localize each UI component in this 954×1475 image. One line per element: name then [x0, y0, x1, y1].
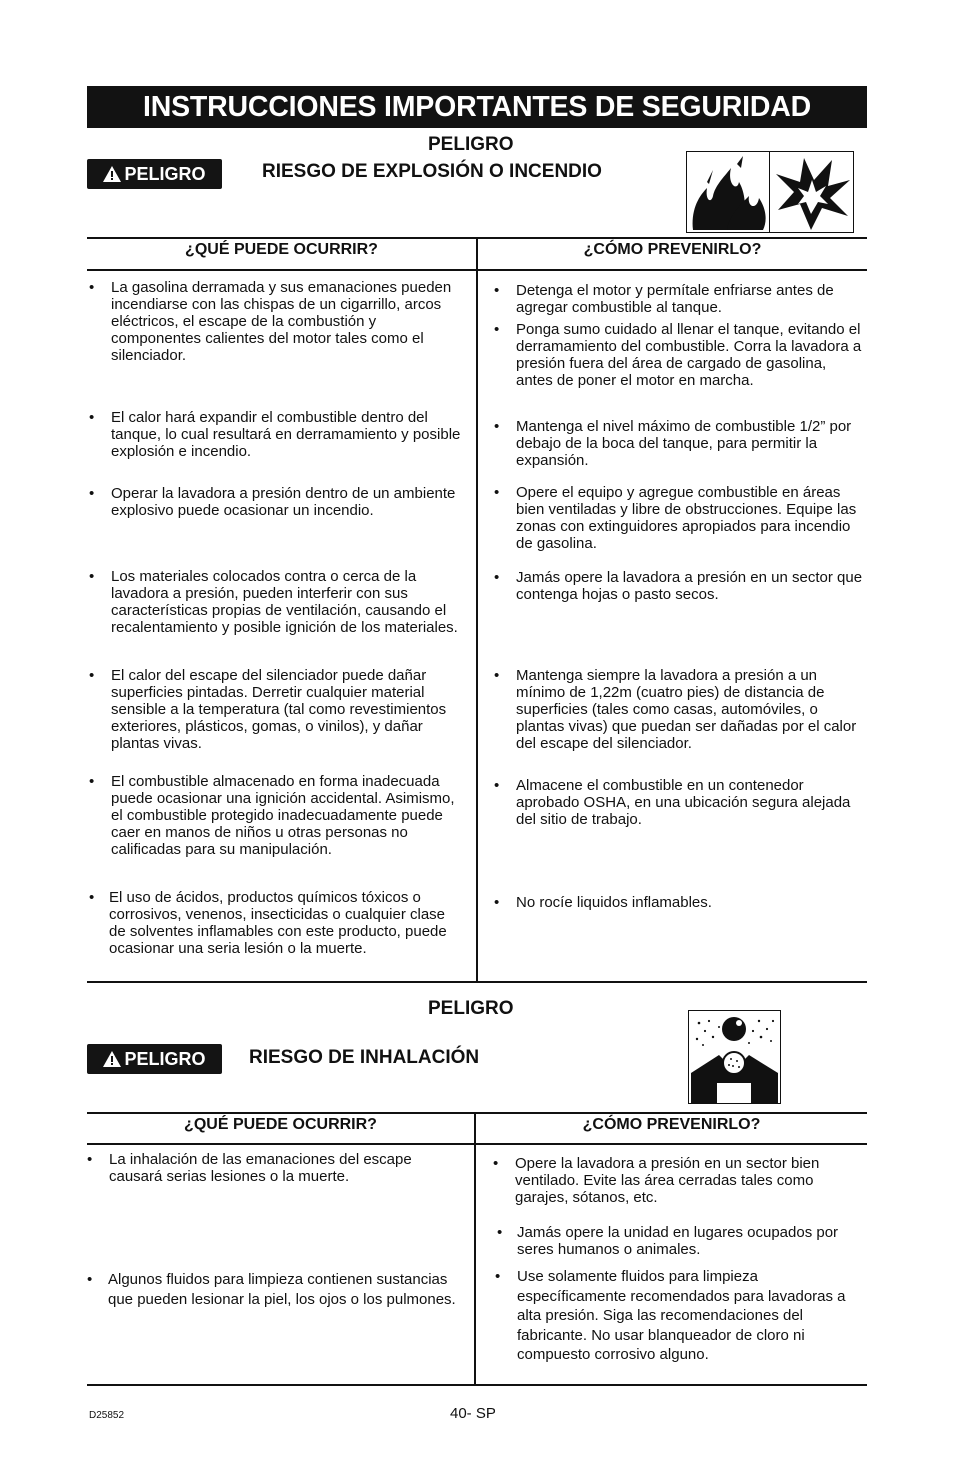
danger-badge — [87, 159, 222, 189]
table-header-rule — [87, 1143, 867, 1145]
list-item: • Opere la lavadora a presión en un sector bien ventilado. Evite las área cerradas tales como garajes, sótanos, etc. — [493, 1155, 820, 1206]
hazard-heading: RIESGO DE EXPLOSIÓN O INCENDIO — [262, 161, 602, 182]
list-item: • Los materiales colocados contra o cerca de la lavadora a presión, pueden interferir con sus características propias de ventilación, causando el recalentamiento y posible ignición de los materiales. — [89, 568, 458, 636]
hazard-heading: RIESGO DE INHALACIÓN — [249, 1047, 480, 1068]
list-item: • Jamás opere la unidad en lugares ocupados por seres humanos o animales. — [497, 1224, 839, 1258]
list-item: • Detenga el motor y permítale enfriarse antes de agregar combustible al tanque. — [494, 282, 834, 316]
list-item: • El calor hará expandir el combustible dentro del tanque, lo cual resultará en derramamiento y posible explosión e incendio. — [89, 409, 461, 460]
table-bottom-rule — [87, 1384, 867, 1386]
list-item: • Jamás opere la lavadora a presión en un sector que contenga hojas o pasto secos. — [494, 569, 863, 603]
danger-badge-label: PELIGRO — [124, 1049, 206, 1069]
page-title: INSTRUCCIONES IMPORTANTES DE SEGURIDAD — [87, 86, 867, 128]
warning-triangle-icon — [103, 166, 121, 182]
column-header-prevention: ¿CÓMO PREVENIRLO? — [583, 241, 762, 258]
list-item: • La gasolina derramada y sus emanaciones pueden incendiarse con las chispas de un cigarrillo, arcos eléctricos, el escape de la combustión y componentes calientes del motor tales como el silenciador. — [89, 279, 452, 364]
list-item: • No rocíe liquidos inflamables. — [494, 894, 712, 911]
list-item: • Use solamente fluidos para limpieza específicamente recomendados para lavadoras a alta presión. Siga las recomendaciones del fabricante. No usar blanqueador de cloro ni compuesto corrosivo alguno. — [495, 1268, 846, 1363]
danger-badge — [87, 1044, 222, 1074]
page-number: 40- SP — [450, 1405, 496, 1422]
danger-badge-label: PELIGRO — [124, 164, 206, 184]
document-id: D25852 — [89, 1410, 125, 1421]
column-divider — [474, 1114, 476, 1386]
list-item: • El calor del escape del silenciador puede dañar superficies pintadas. Derretir cualquier material sensible a la temperatura (tal como revestimientos exteriores, plásticos, gomas, o vinilos), y dañar plantas vivas. — [89, 667, 447, 752]
danger-kicker: PELIGRO — [428, 998, 514, 1019]
column-header-prevention: ¿CÓMO PREVENIRLO? — [582, 1116, 761, 1133]
list-item: • La inhalación de las emanaciones del escape causará serias lesiones o la muerte. — [87, 1151, 412, 1185]
list-item: • El combustible almacenado en forma inadecuada puede ocasionar una ignición accidental. Asimismo, el combustible protegido inadecuadamente puede caer en manos de niños u otras personas no calificadas para su manipulación. — [89, 773, 455, 858]
table-top-rule — [87, 1112, 867, 1114]
list-item: • Mantenga siempre la lavadora a presión a un mínimo de 1,22m (cuatro pies) de distancia de superficies (tales como casas, automóviles, o plantas vivas) que puedan ser dañadas por el calor del escape del silenciador. — [494, 667, 857, 752]
list-item: • El uso de ácidos, productos químicos tóxicos o corrosivos, venenos, insecticidas o cualquier clase de solventes inflamables con este producto, puede ocasionar una seria lesión o la muerte. — [89, 889, 447, 957]
list-item: • Algunos fluidos para limpieza contienen sustancias que pueden lesionar la piel, los ojos o los pulmones. — [87, 1271, 456, 1308]
list-item: • Mantenga el nivel máximo de combustible 1/2” por debajo de la boca del tanque, para permitir la expansión. — [494, 418, 852, 469]
table-bottom-rule — [87, 981, 867, 983]
list-item: • Opere el equipo y agregue combustible en áreas bien ventiladas y libre de obstrucciones. Equipe las zonas con extinguidores apropiados para incendio de gasolina. — [494, 484, 857, 552]
explosion-icon — [769, 151, 854, 233]
danger-kicker: PELIGRO — [428, 134, 514, 155]
list-item: • Ponga sumo cuidado al llenar el tanque, evitando el derramamiento del combustible. Corra la lavadora a presión fuera del área de cargado de gasolina, antes de poner el motor en marcha. — [494, 321, 862, 389]
list-item: • Operar la lavadora a presión dentro de un ambiente explosivo puede ocasionar un incendio. — [89, 485, 456, 519]
list-item: • Almacene el combustible en un contenedor aprobado OSHA, en una ubicación segura alejada del sitio de trabajo. — [494, 777, 851, 828]
column-divider — [476, 239, 478, 983]
fire-icon — [686, 151, 770, 233]
inhalation-hazard-icon — [688, 1010, 781, 1104]
column-header-what-happens: ¿QUÉ PUEDE OCURRIR? — [185, 241, 378, 258]
column-header-what-happens: ¿QUÉ PUEDE OCURRIR? — [184, 1116, 377, 1133]
warning-triangle-icon — [103, 1051, 121, 1067]
